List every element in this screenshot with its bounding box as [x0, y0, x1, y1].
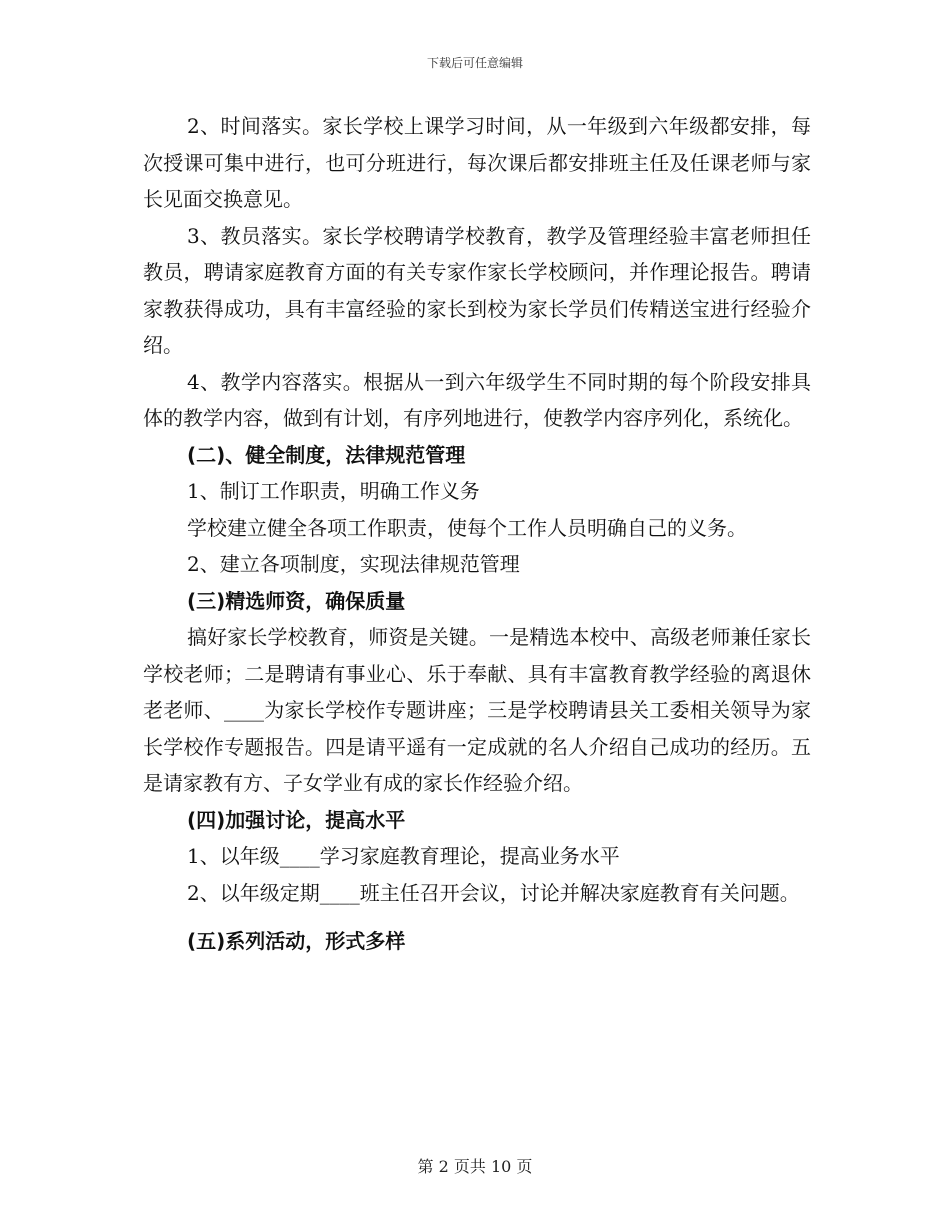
section2-item-1-text: 学校建立健全各项工作职责，使每个工作人员明确自己的义务。 — [187, 515, 747, 540]
section-heading-3: (三)精选师资，确保质量 — [187, 588, 406, 613]
section2-item-2: 2、建立各项制度，实现法律规范管理 — [187, 552, 520, 576]
section-heading-2: (二)、健全制度，法律规范管理 — [187, 442, 466, 467]
section3-text: 搞好家长学校教育，师资是关键。一是精选本校中、高级老师兼任家长学校老师；二是聘请有事业心、乐于奉献、具有丰富教育教学经验的离退休老老师、____为家长学校作专题讲座；三是学校聘请县关工委相关领导为家长学校作专题报告。四是请平遥有一定成就的名人介绍自己成功的经历。五是请家教有方、子女学业有成的家长作经验介绍。 — [143, 625, 811, 795]
page-header: 下载后可任意编辑 — [426, 56, 523, 70]
paragraph-teachers: 3、教员落实。家长学校聘请学校教育，教学及管理经验丰富老师担任教员，聘请家庭教育方面的有关专家作家长学校顾问，并作理论报告。聘请家教获得成功，具有丰富经验的家长到校为家长学员们传精送宝进行经验介绍。 — [143, 223, 811, 357]
document-body — [143, 108, 811, 960]
section-heading-4: (四)加强讨论，提高水平 — [187, 807, 406, 832]
section4-item-2: 2、以年级定期____班主任召开会议，讨论并解决家庭教育有关问题。 — [187, 880, 800, 905]
paragraph-content: 4、教学内容落实。根据从一到六年级学生不同时期的每个阶段安排具体的教学内容，做到有计划，有序列地进行，使教学内容序列化，系统化。 — [143, 369, 811, 430]
paragraph-time: 2、时间落实。家长学校上课学习时间，从一年级到六年级都安排，每次授课可集中进行，也可分班进行，每次课后都安排班主任及任课老师与家长见面交换意见。 — [143, 114, 811, 211]
page-footer: 第 2 页共 10 页 — [417, 1157, 533, 1176]
section2-item-1: 1、制订工作职责，明确工作义务 — [187, 479, 480, 503]
section-heading-5: (五)系列活动，形式多样 — [187, 929, 406, 953]
section4-item-1: 1、以年级____学习家庭教育理论，提高业务水平 — [187, 844, 620, 868]
